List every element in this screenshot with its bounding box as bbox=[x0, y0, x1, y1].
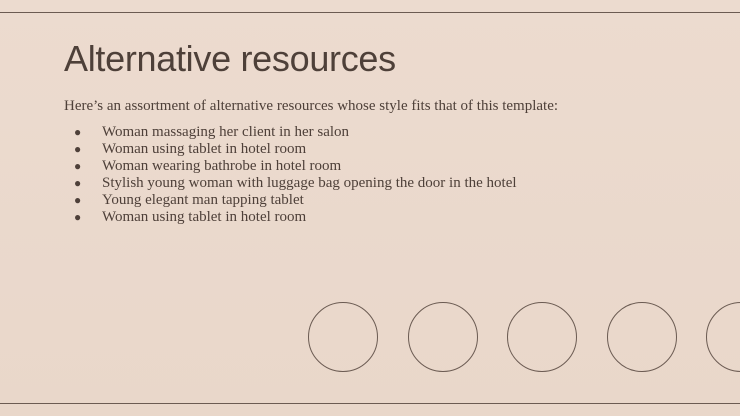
resource-item-label: Woman using tablet in hotel room bbox=[102, 209, 307, 225]
list-item bbox=[64, 209, 517, 226]
decorative-circle-3 bbox=[507, 302, 577, 372]
list-item bbox=[64, 192, 517, 209]
resource-item-label: Stylish young woman with luggage bag opening the door in the hotel bbox=[102, 175, 517, 191]
decorative-circle-1 bbox=[308, 302, 378, 372]
bullet-icon: ● bbox=[74, 142, 82, 156]
resource-item-label: Woman using tablet in hotel room bbox=[102, 141, 307, 157]
bullet-icon: ● bbox=[74, 193, 82, 207]
list-item bbox=[64, 124, 517, 141]
bullet-icon: ● bbox=[74, 159, 82, 173]
decorative-circle-2 bbox=[408, 302, 478, 372]
resource-item-label: Woman massaging her client in her salon bbox=[102, 124, 350, 140]
bottom-rule bbox=[0, 403, 740, 404]
bullet-icon: ● bbox=[74, 176, 82, 190]
bullet-icon: ● bbox=[74, 125, 82, 139]
intro-text: Here’s an assortment of alternative resources whose style fits that of this template: bbox=[64, 98, 559, 114]
list-item bbox=[64, 158, 517, 175]
resource-item-label: Young elegant man tapping tablet bbox=[102, 192, 304, 208]
slide-title: Alternative resources bbox=[64, 38, 396, 79]
resource-list bbox=[64, 124, 517, 226]
decorative-circle-4 bbox=[607, 302, 677, 372]
bullet-icon: ● bbox=[74, 210, 82, 224]
list-item bbox=[64, 141, 517, 158]
list-item bbox=[64, 175, 517, 192]
decorative-circle-5 bbox=[706, 302, 740, 372]
resource-item-label: Woman wearing bathrobe in hotel room bbox=[102, 158, 342, 174]
top-rule bbox=[0, 12, 740, 13]
